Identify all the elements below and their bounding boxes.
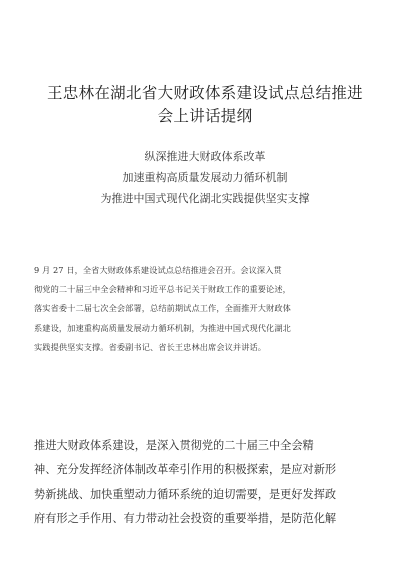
- title-line-2: 会上讲话提纲: [157, 107, 253, 125]
- lead-paragraph: [34, 261, 376, 357]
- lead-line-2: 彻党的二十届三中全会精神和习近平总书记关于财政工作的重要论述，: [34, 284, 291, 295]
- body-line-4: 府有形之手作用、有力带动社会投资的重要举措，是防范化解: [34, 512, 337, 526]
- title-line-1: 王忠林在湖北省大财政体系建设试点总结推进: [46, 84, 363, 102]
- subtitle-line-3: 为推进中国式现代化湖北实践提供坚实支撑: [100, 192, 310, 205]
- subtitle-block: [40, 146, 370, 209]
- lead-line-5: 实践提供坚实支撑。省委副书记、省长王忠林出席会议并讲话。: [34, 341, 267, 352]
- body-line-3: 势新挑战、加快重塑动力循环系统的迫切需要，是更好发挥政: [34, 487, 337, 501]
- subtitle-line-2: 加速重构高质量发展动力循环机制: [122, 171, 288, 184]
- lead-line-3: 落实省委十二届七次全会部署，总结前期试点工作，全面推开大财政体: [34, 303, 291, 314]
- lead-line-1: 9 月 27 日，全省大财政体系建设试点总结推进会召开。会议深入贯: [34, 265, 282, 275]
- body-line-1: 推进大财政体系建设，是深入贯彻党的二十届三中全会精: [34, 439, 314, 452]
- document-title: [40, 82, 370, 128]
- lead-line-4: 系建设，加速重构高质量发展动力循环机制，为推进中国式现代化湖北: [34, 322, 291, 333]
- body-paragraph: [34, 434, 376, 532]
- body-line-2: 神、充分发挥经济体制改革牵引作用的积极探索，是应对新形: [34, 463, 337, 477]
- subtitle-line-1: 纵深推进大财政体系改革: [144, 150, 266, 163]
